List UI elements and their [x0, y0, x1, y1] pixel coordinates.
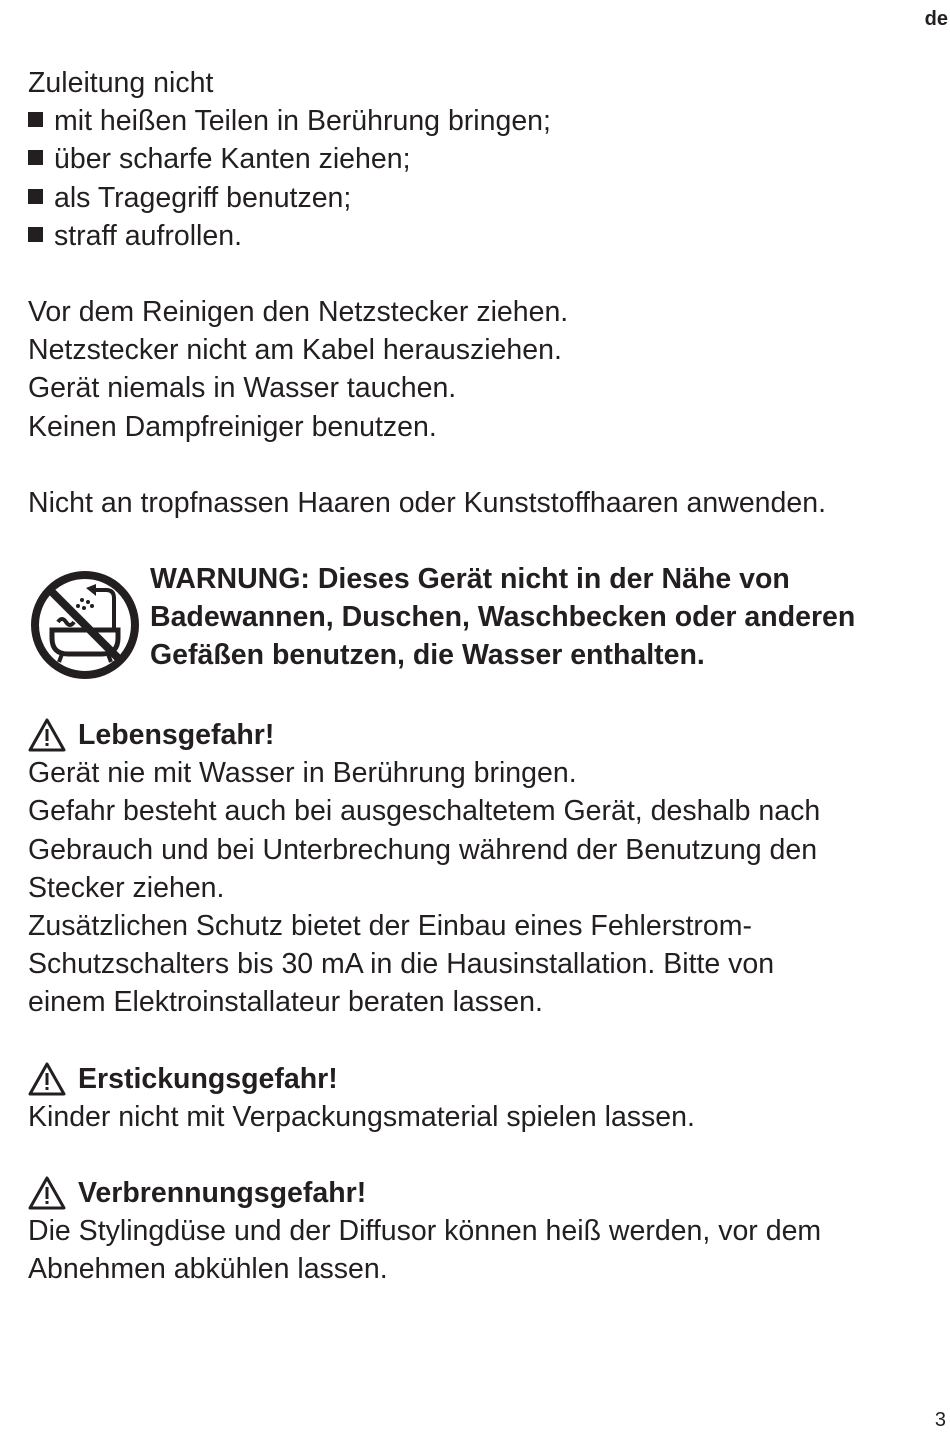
hazard-title-text: Erstickungsgefahr! — [78, 1062, 338, 1095]
bullet-square-icon — [28, 189, 43, 204]
hazard-title-text: Lebensgefahr! — [78, 719, 275, 752]
cord-bullet-text: über scharfe Kanten ziehen; — [54, 143, 411, 176]
hazard-line: Zusätzlichen Schutz bietet der Einbau eines Fehlerstrom- — [28, 910, 752, 943]
cord-bullet-text: mit heißen Teilen in Berührung bringen; — [54, 105, 551, 138]
hazard-title-life — [28, 716, 928, 754]
warning-triangle-icon — [28, 1176, 66, 1210]
hazard-title-burn — [28, 1174, 928, 1212]
hazard-line: Abnehmen abkühlen lassen. — [28, 1253, 388, 1286]
no-bathtub-icon — [30, 570, 140, 680]
warning-line: WARNUNG: Dieses Gerät nicht in der Nähe von — [150, 563, 790, 596]
cleaning-line: Vor dem Reinigen den Netzstecker ziehen. — [28, 296, 569, 329]
cleaning-line: Keinen Dampfreiniger benutzen. — [28, 410, 437, 443]
warning-triangle-icon — [28, 718, 66, 752]
water-warning-block — [28, 560, 928, 678]
bullet-square-icon — [28, 227, 43, 242]
cord-intro: Zuleitung nicht — [28, 67, 214, 99]
cleaning-line: Netzstecker nicht am Kabel herausziehen. — [28, 334, 562, 367]
cord-bullet-text: als Tragegriff benutzen; — [54, 181, 352, 214]
hazard-line: Die Stylingdüse und der Diffusor können heiß werden, vor dem — [28, 1215, 822, 1248]
cord-bullet — [28, 179, 928, 217]
hazard-title-suffocation — [28, 1060, 928, 1098]
cord-bullet — [28, 102, 928, 140]
page-number: 3 — [934, 1409, 946, 1431]
warning-line: Gefäßen benutzen, die Wasser enthalten. — [150, 639, 705, 672]
hazard-line: Gerät nie mit Wasser in Berührung bringen. — [28, 757, 577, 790]
hazard-line: Kinder nicht mit Verpackungsmaterial spielen lassen. — [28, 1100, 695, 1133]
hazard-line: Gebrauch und bei Unterbrechung während der Benutzung den — [28, 833, 818, 866]
cord-bullet — [28, 217, 928, 255]
warning-triangle-icon — [28, 1062, 66, 1096]
document-body — [28, 64, 928, 1289]
hair-warning: Nicht an tropfnassen Haaren oder Kunststoffhaaren anwenden. — [28, 486, 826, 519]
cord-bullet — [28, 140, 928, 178]
water-warning-text — [150, 560, 855, 675]
cleaning-line: Gerät niemals in Wasser tauchen. — [28, 372, 457, 405]
hazard-line: Schutzschalters bis 30 mA in die Hausinstallation. Bitte von — [28, 948, 775, 981]
hazard-line: Gefahr besteht auch bei ausgeschaltetem Gerät, deshalb nach — [28, 795, 821, 828]
language-code: de — [924, 8, 948, 30]
cord-bullet-text: straff aufrollen. — [54, 219, 242, 252]
warning-line: Badewannen, Duschen, Waschbecken oder anderen — [150, 601, 856, 634]
hazard-line: einem Elektroinstallateur beraten lassen. — [28, 986, 543, 1019]
bullet-square-icon — [28, 112, 43, 127]
bullet-square-icon — [28, 150, 43, 165]
hazard-line: Stecker ziehen. — [28, 871, 225, 904]
hazard-title-text: Verbrennungsgefahr! — [78, 1177, 367, 1210]
